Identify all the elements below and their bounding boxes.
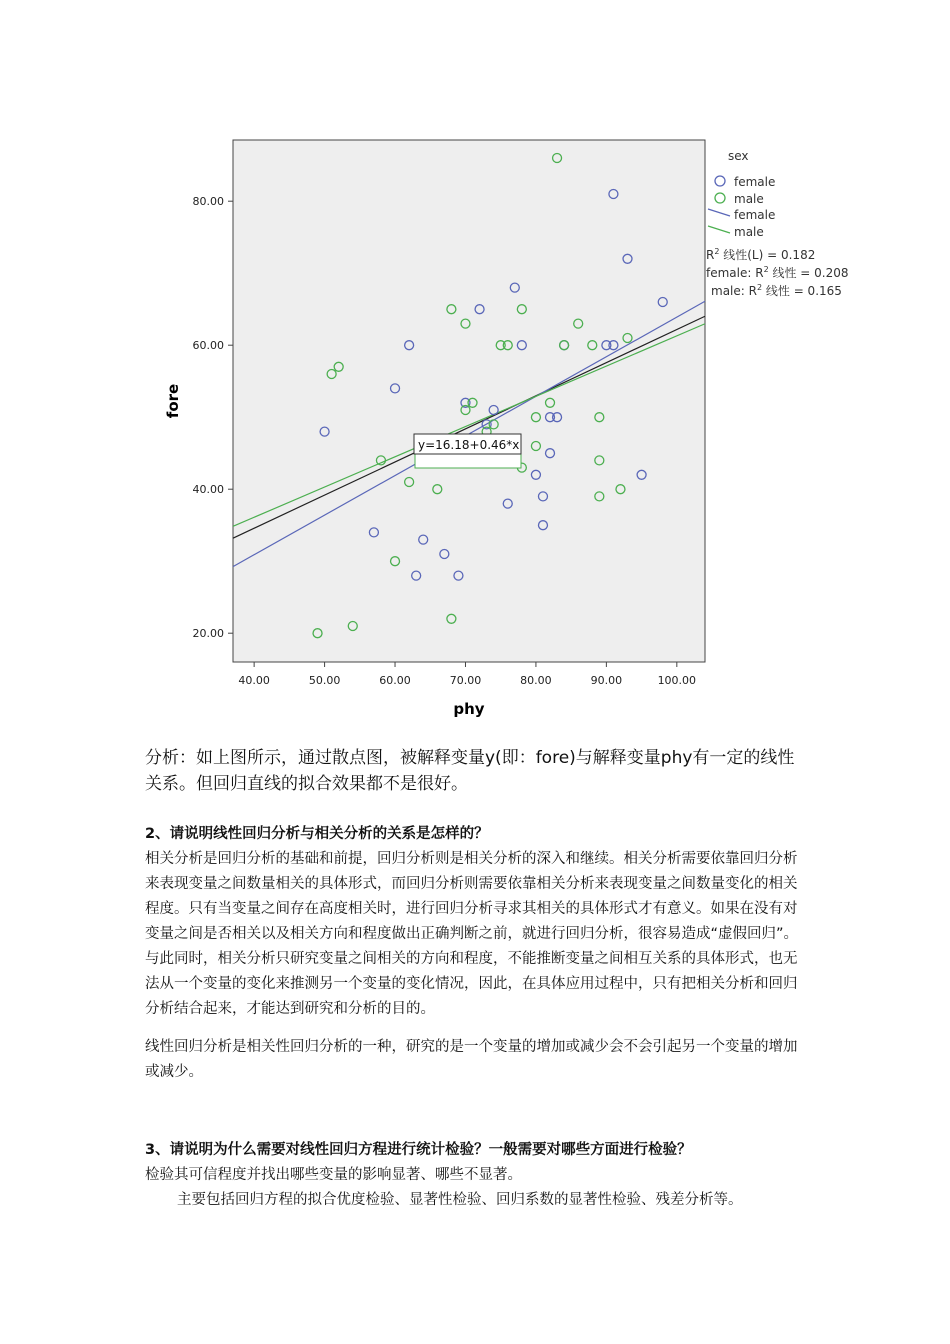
question-2-answer-1: 相关分析是回归分析的基础和前提，回归分析则是相关分析的深入和继续。相关分析需要依靠回归分析来表现变量之间数量相关的具体形式，而回归分析则需要依靠相关分析来表现变量之间数量变化的相关程度。只有当变量之间存在高度相关时，进行回归分析寻求其相关的具体形式才有意义。如果在没有对变量之间是否相关以及相关方向和程度做出正确判断之前，就进行回归分析，很容易造成“虚假回归”。与此同时，相关分析只研究变量之间相关的方向和程度，不能推断变量之间相互关系的具体形式，也无法从一个变量的变化来推测另一个变量的变化情况，因此，在具体应用过程中，只有把相关分析和回归分析结合起来，才能达到研究和分析的目的。	[145, 851, 799, 1017]
question-2-section	[145, 822, 810, 1085]
question-2-title: 2、请说明线性回归分析与相关分析的关系是怎样的？	[145, 826, 489, 842]
legend-female-line-label: female	[734, 208, 776, 222]
x-tick-label: 90.00	[590, 674, 623, 687]
x-tick-label: 40.00	[238, 674, 270, 687]
y-tick-label: 80.00	[192, 195, 224, 209]
legend-male-marker-label: male	[734, 192, 764, 206]
x-tick-label: 60.00	[379, 674, 411, 687]
r2-total: $R^2$ 线性(L) = 0.182	[706, 247, 816, 262]
x-axis	[238, 662, 696, 687]
y-axis	[193, 195, 234, 640]
y-tick-label: 20.00	[192, 627, 224, 641]
fit-equation-label: y=16.18+0.46*x	[418, 438, 520, 452]
legend-male-line-label: male	[734, 225, 764, 239]
legend-title: sex	[728, 149, 749, 163]
r2-male: male: $R^2$ 线性 = 0.165	[711, 283, 842, 298]
question-3-answer-2: 主要包括回归方程的拟合优度检验、显著性检验、回归系数的显著性检验、残差分析等。	[177, 1192, 743, 1208]
analysis-paragraph	[145, 745, 810, 797]
legend-female-marker-label: female	[734, 175, 776, 189]
legend-male-marker	[715, 193, 725, 203]
x-axis-label: phy	[453, 700, 485, 718]
analysis-text: 分析：如上图所示，通过散点图，被解释变量y(即：fore)与解释变量phy有一定的线性关系。但回归直线的拟合效果都不是很好。	[145, 748, 795, 794]
y-tick-label: 60.00	[192, 339, 224, 353]
y-tick-label: 40.00	[192, 483, 224, 497]
question-2-answer-2: 线性回归分析是相关性回归分析的一种，研究的是一个变量的增加或减少会不会引起另一个变量的增加或减少。	[145, 1039, 798, 1080]
legend-female-line	[708, 209, 730, 216]
legend	[706, 149, 849, 298]
question-3-title: 3、请说明为什么需要对线性回归方程进行统计检验？一般需要对哪些方面进行检验？	[145, 1142, 692, 1158]
question-3-section	[145, 1138, 810, 1213]
x-tick-label: 70.00	[449, 674, 482, 687]
y-axis-label: fore	[164, 383, 182, 419]
r2-female: female: $R^2$ 线性 = 0.208	[706, 265, 849, 280]
question-3-answer-1: 检验其可信程度并找出哪些变量的影响显著、哪些不显著。	[145, 1167, 522, 1183]
x-tick-label: 100.00	[657, 674, 697, 687]
fit-annotation	[414, 434, 521, 468]
legend-male-line	[708, 226, 730, 233]
legend-female-marker	[715, 176, 725, 186]
x-tick-label: 50.00	[308, 674, 341, 687]
x-tick-label: 80.00	[520, 674, 552, 687]
